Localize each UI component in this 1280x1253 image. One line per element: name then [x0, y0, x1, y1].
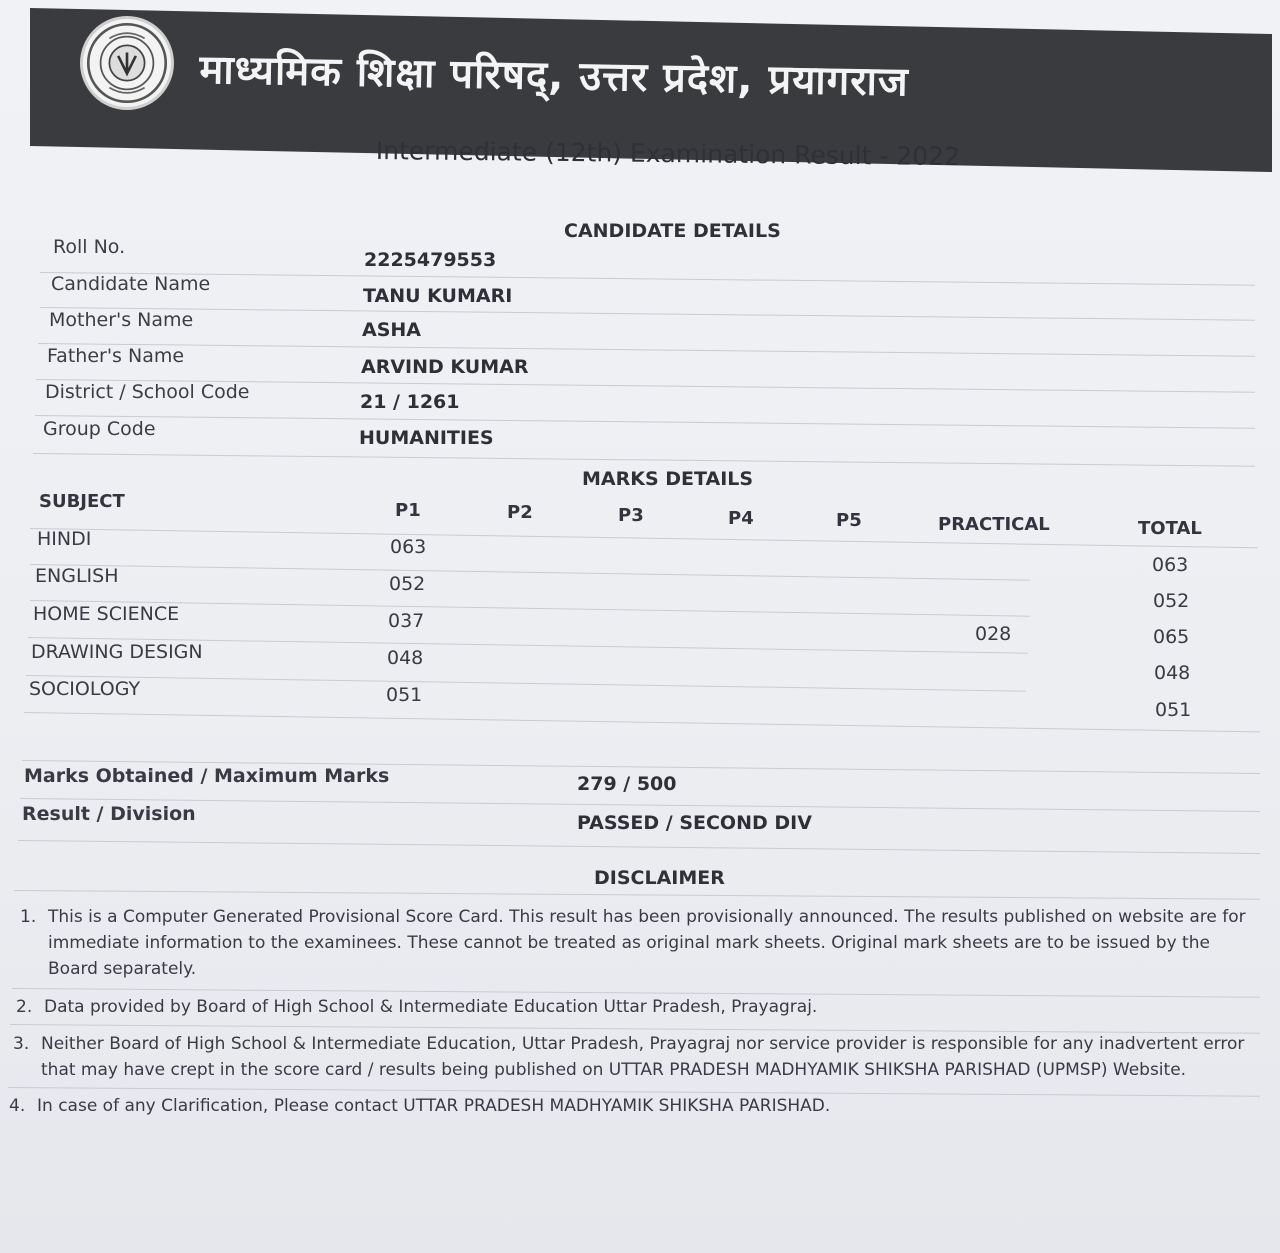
disclaimer-item — [13, 1031, 1257, 1083]
disclaimer-text: Data provided by Board of High School & Intermediate Education Uttar Pradesh, Prayagraj. — [44, 997, 818, 1017]
subject-name: HINDI — [37, 528, 92, 550]
divider — [35, 415, 1255, 429]
divider — [33, 453, 1255, 467]
disclaimer-text: This is a Computer Generated Provisional Score Card. This result has been provisionally announced. The results published on website are for immediate information to the examinees. These cannot be treated as original mark sheets. Original mark sheets are to be issued by the Board separately. — [48, 907, 1246, 979]
marks-obtained-value: 279 / 500 — [577, 773, 677, 795]
col-p4: P4 — [728, 508, 754, 529]
disclaimer-number: 4. — [9, 1096, 26, 1116]
divider — [30, 600, 1030, 617]
divider — [40, 307, 1255, 321]
marks-obtained-label: Marks Obtained / Maximum Marks — [24, 765, 390, 787]
district-school-code-value: 21 / 1261 — [360, 391, 460, 413]
subject-name: SOCIOLOGY — [29, 678, 141, 700]
subject-total: 063 — [1152, 554, 1189, 576]
disclaimer-text: Neither Board of High School & Intermediate Education, Uttar Pradesh, Prayagraj nor service provider is responsible for any inadvertent error that may have crept in the score card / results being published on UTTAR PRADESH MADHYAMIK SHIKSHA PARISHAD (UPMSP) Website. — [41, 1034, 1245, 1080]
col-subject: SUBJECT — [39, 491, 125, 512]
roll-no-label: Roll No. — [53, 236, 126, 258]
subject-total: 052 — [1153, 590, 1190, 612]
divider — [18, 840, 1260, 854]
upmsp-emblem-icon — [80, 16, 174, 110]
disclaimer-item — [16, 994, 1256, 1020]
divider — [20, 798, 1260, 812]
divider — [14, 890, 1260, 900]
group-code-value: HUMANITIES — [359, 427, 494, 449]
col-p3: P3 — [618, 505, 644, 526]
col-practical: PRACTICAL — [938, 514, 1050, 535]
candidate-name-value: TANU KUMARI — [363, 285, 513, 307]
divider — [40, 272, 1255, 286]
subject-p1: 037 — [388, 610, 425, 632]
subject-p1: 048 — [387, 647, 424, 669]
board-name-hindi: माध्यमिक शिक्षा परिषद्, उत्तर प्रदेश, प्रयागराज — [199, 46, 910, 106]
disclaimer-number: 3. — [13, 1034, 30, 1054]
disclaimer-text: In case of any Clarification, Please contact UTTAR PRADESH MADHYAMIK SHIKSHA PARISHAD. — [37, 1096, 831, 1116]
subject-p1: 051 — [386, 684, 423, 706]
col-p1: P1 — [395, 500, 421, 521]
subject-p1: 052 — [389, 573, 426, 595]
col-p2: P2 — [507, 502, 533, 523]
father-name-value: ARVIND KUMAR — [361, 356, 529, 378]
disclaimer-item — [20, 904, 1258, 982]
divider — [30, 528, 1258, 548]
subject-name: DRAWING DESIGN — [31, 641, 203, 663]
mother-name-value: ASHA — [362, 319, 421, 341]
roll-no-value: 2225479553 — [364, 249, 497, 271]
divider — [24, 712, 1260, 732]
exam-title: Intermediate (12th) Examination Result - 2022 — [375, 136, 961, 172]
subject-practical: 028 — [975, 623, 1012, 645]
subject-total: 051 — [1155, 699, 1192, 721]
marks-details-heading: MARKS DETAILS — [582, 468, 754, 490]
result-division-label: Result / Division — [22, 803, 196, 825]
candidate-name-label: Candidate Name — [51, 273, 211, 295]
subject-p1: 063 — [390, 536, 427, 558]
subject-total: 048 — [1154, 662, 1191, 684]
father-name-label: Father's Name — [47, 345, 185, 367]
group-code-label: Group Code — [43, 418, 156, 440]
disclaimer-number: 2. — [16, 997, 33, 1017]
subject-total: 065 — [1153, 626, 1190, 648]
disclaimer-heading: DISCLAIMER — [594, 867, 725, 889]
divider — [38, 343, 1255, 357]
divider — [30, 564, 1030, 581]
subject-name: ENGLISH — [35, 565, 119, 587]
mother-name-label: Mother's Name — [49, 309, 194, 331]
divider — [26, 675, 1026, 692]
col-total: TOTAL — [1138, 518, 1202, 539]
disclaimer-number: 1. — [20, 907, 37, 927]
district-school-code-label: District / School Code — [45, 381, 250, 403]
candidate-details-heading: CANDIDATE DETAILS — [564, 220, 781, 242]
disclaimer-item — [9, 1093, 1255, 1119]
subject-name: HOME SCIENCE — [33, 603, 180, 625]
col-p5: P5 — [836, 510, 862, 531]
result-division-value: PASSED / SECOND DIV — [577, 812, 812, 834]
